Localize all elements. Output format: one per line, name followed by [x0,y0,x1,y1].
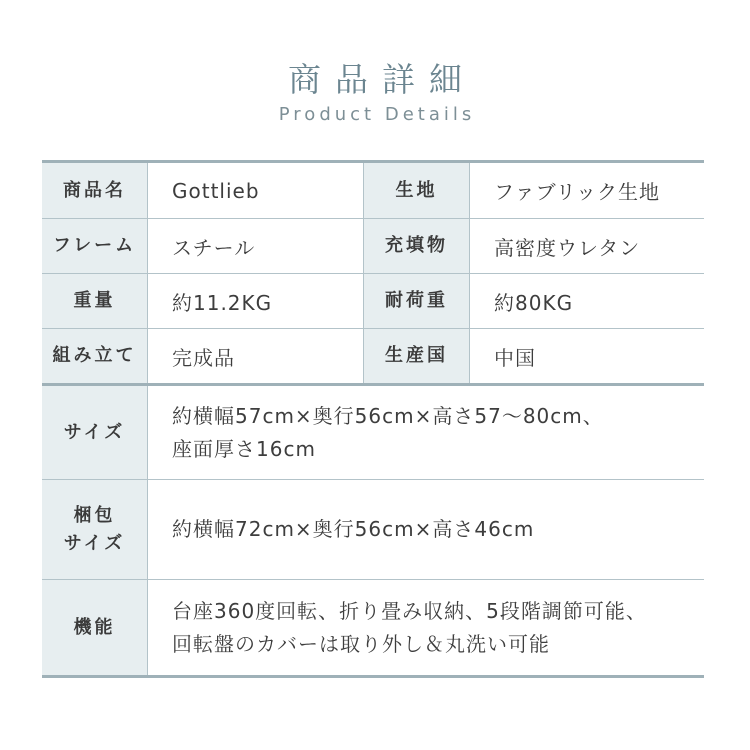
table-row [42,328,704,383]
spec-label [42,480,148,579]
spec-value: ファブリック生地 [494,180,660,204]
spec-value [148,386,704,479]
table-row [42,273,704,328]
table-row [42,163,704,218]
spec-value: 中国 [494,345,536,370]
spec-value-line: 座面厚さ16cm [172,436,316,461]
spec-value: 高密度ウレタン [494,235,641,260]
table-row [42,579,704,675]
spec-label: 商品名 [42,163,148,218]
spec-value [148,580,704,675]
spec-label: 組み立て [42,329,148,383]
spec-table [42,160,704,678]
table-row [42,383,704,479]
spec-label: 耐荷重 [364,274,470,328]
spec-value-line: 約横幅72cm×奥行56cm×高さ46cm [172,517,535,541]
spec-value: スチール [148,219,364,273]
spec-value-line: 台座360度回転、折り畳み収納、5段階調節可能、 [172,598,647,623]
spec-value [148,480,704,579]
spec-value-line: 約横幅57cm×奥行56cm×高さ57〜80cm、 [172,403,604,428]
spec-label-line: サイズ [63,532,126,554]
spec-label: 機能 [42,580,148,675]
spec-label: 重量 [42,274,148,328]
page-title: 商品詳細 [288,60,476,99]
spec-label-line: 梱包 [73,504,116,526]
table-row [42,218,704,273]
spec-label: フレーム [42,219,148,273]
spec-label: 充填物 [364,219,470,273]
spec-value: 完成品 [148,329,364,383]
page-subtitle: Product Details [278,104,476,125]
spec-label: サイズ [42,386,148,479]
spec-label: 生産国 [364,329,470,383]
spec-value: 約11.2KG [148,274,364,328]
spec-value: 約80KG [494,290,574,315]
table-row [42,479,704,579]
spec-value: Gottlieb [148,163,364,218]
spec-value-line: 回転盤のカバーは取り外し＆丸洗い可能 [172,631,550,656]
spec-label: 生地 [364,163,470,218]
